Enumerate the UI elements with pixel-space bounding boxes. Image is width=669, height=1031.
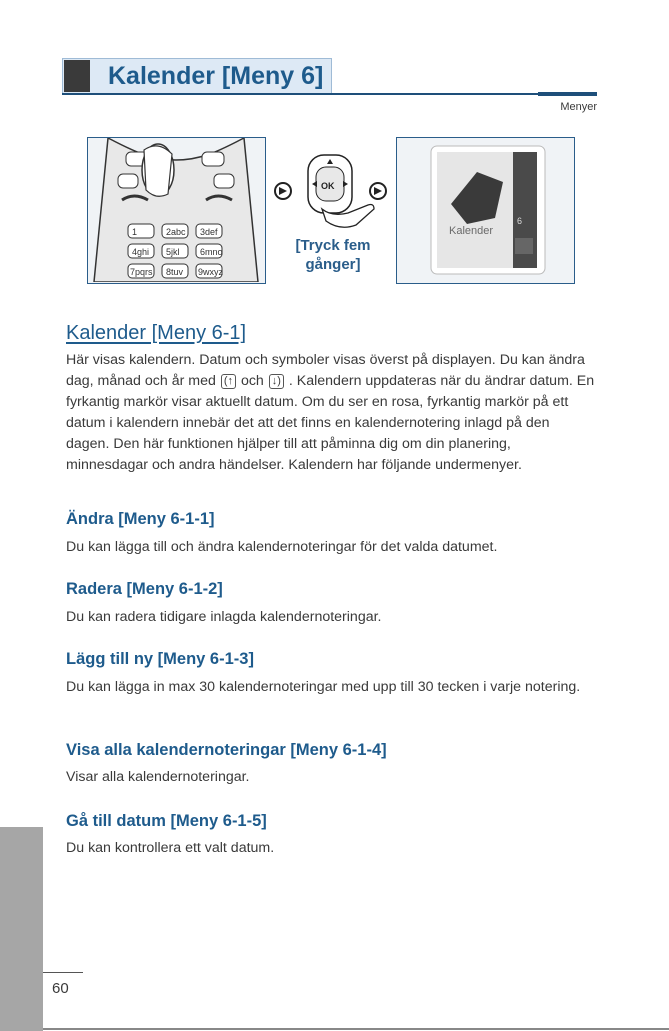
keypad-illustration bbox=[88, 138, 264, 282]
submenu-heading-delete: Radera [Meny 6-1-2] bbox=[66, 580, 223, 598]
press-note: [Tryck fem gånger] bbox=[295, 237, 371, 273]
screen-figure bbox=[396, 137, 575, 284]
submenu-body-delete: Du kan radera tidigare inlagda kalendernoteringar. bbox=[66, 609, 382, 625]
submenu-body-edit: Du kan lägga till och ändra kalendernoteringar för det valda datumet. bbox=[66, 539, 498, 555]
submenu-heading-add: Lägg till ny [Meny 6-1-3] bbox=[66, 650, 254, 668]
key-8: 8tuv bbox=[166, 267, 184, 277]
screen-menu-number: 6 bbox=[517, 216, 523, 226]
submenu-heading-goto-date: Gå till datum [Meny 6-1-5] bbox=[66, 812, 267, 830]
nav-down-icon: ↓) bbox=[269, 374, 284, 389]
key-1: 1 bbox=[132, 227, 138, 237]
side-tab bbox=[0, 827, 43, 1031]
nav-up-icon: (↑ bbox=[221, 374, 236, 389]
submenu-body-goto-date: Du kan kontrollera ett valt datum. bbox=[66, 840, 275, 856]
submenu-body-add: Du kan lägga in max 30 kalendernoteringar med upp till 30 tecken i varje notering. bbox=[66, 679, 581, 695]
key-2: 2abc bbox=[166, 227, 186, 237]
key-9: 9wxyz bbox=[198, 267, 224, 277]
ok-key-label: OK bbox=[321, 181, 335, 191]
key-6: 6mno bbox=[200, 247, 223, 257]
section-label: Menyer bbox=[560, 101, 597, 113]
section-bar bbox=[538, 92, 597, 96]
submenu-heading-edit: Ändra [Meny 6-1-1] bbox=[66, 510, 215, 528]
title-marker bbox=[64, 60, 90, 92]
page-title: Kalender [Meny 6] bbox=[108, 62, 324, 90]
section-heading: Kalender [Meny 6-1] bbox=[66, 322, 247, 344]
key-5: 5jkl bbox=[166, 247, 180, 257]
screen-illustration bbox=[397, 138, 573, 282]
section-body: Här visas kalendern. Datum och symboler visas överst på displayen. Du kan ändra dag, månad och år med (↑ och ↓) . Kalendern uppdateras när du ändrar datum. En fyrkantig markör visar aktuellt datum. Om du ser en rosa, fyrkantig markör på ett datum i kalendern innebär det att det finns en kalendernotering inlagd på den dagen. Den här funktionen hjälper till att påminna dig om din planering, minnesdagar och andra händelser. Kalendern har följande undermenyer. bbox=[66, 352, 595, 473]
title-rule bbox=[62, 93, 597, 95]
page-number: 60 bbox=[52, 980, 69, 997]
keypad-figure bbox=[87, 137, 266, 284]
page-number-rule bbox=[43, 972, 83, 973]
submenu-body-view-all: Visar alla kalendernoteringar. bbox=[66, 769, 250, 785]
submenu-heading-view-all: Visa alla kalendernoteringar [Meny 6-1-4] bbox=[66, 741, 387, 759]
key-3: 3def bbox=[200, 227, 218, 237]
bottom-rule bbox=[43, 1028, 669, 1030]
nav-key-illustration bbox=[272, 137, 390, 237]
screen-menu-label: Kalender bbox=[449, 225, 494, 237]
key-7: 7pqrs bbox=[130, 267, 153, 277]
key-4: 4ghi bbox=[132, 247, 150, 257]
